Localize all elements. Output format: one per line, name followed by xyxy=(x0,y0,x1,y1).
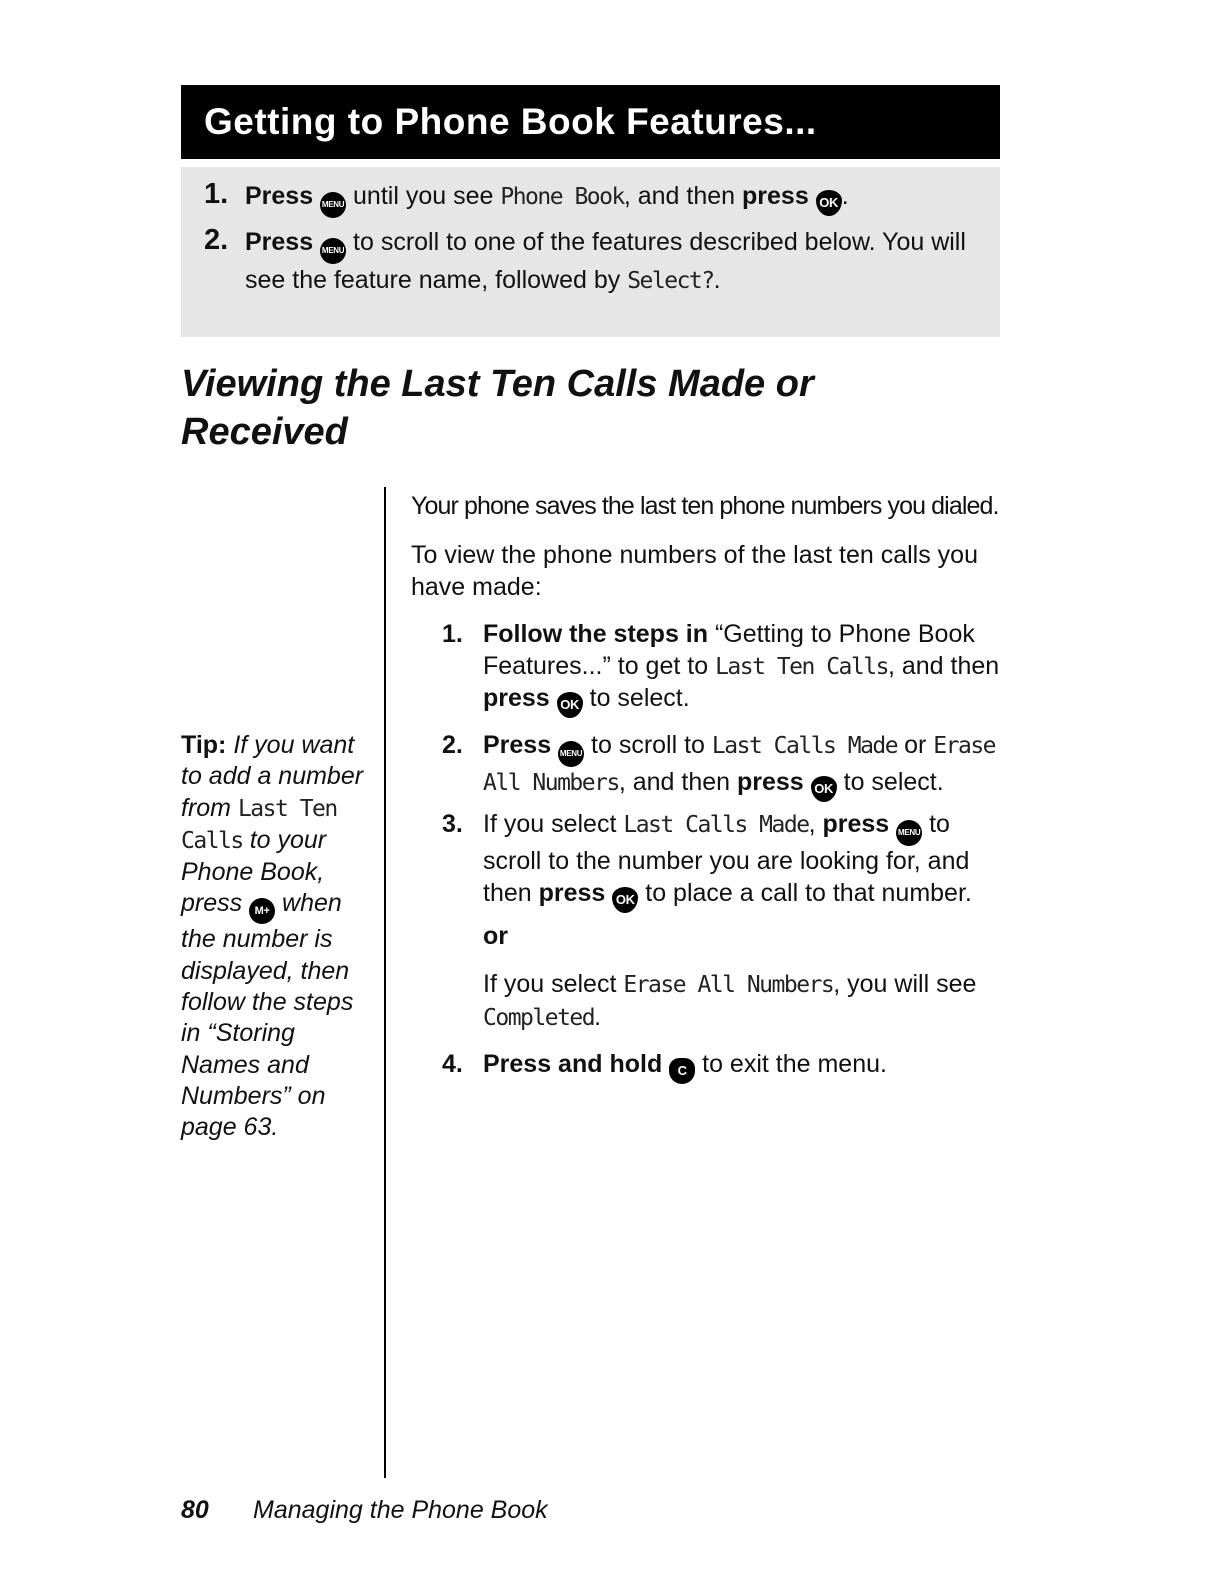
step-text: to scroll to one of the features described below. You will see the feature name, followed by xyxy=(245,228,966,294)
step-text: , and then xyxy=(887,651,1000,680)
section-title: Viewing the Last Ten Calls Made or Received xyxy=(181,363,814,453)
clear-key-icon: C xyxy=(669,1058,695,1084)
tip-text: If you want to add a number from xyxy=(181,731,364,822)
step-text: “Getting to Phone Book Features...” to get to xyxy=(483,620,975,680)
tip-label: Tip: xyxy=(181,731,227,759)
step-text: to scroll to xyxy=(591,731,705,759)
press-label: Press xyxy=(245,228,314,256)
tip-text: to your Phone Book, press xyxy=(181,825,327,918)
step-number: 1. xyxy=(442,620,463,648)
menu-key-icon: MENU xyxy=(558,741,584,767)
page-number: 80 xyxy=(181,1496,209,1524)
step-text: to scroll to the number you are looking for, and then xyxy=(483,810,970,907)
ok-key-icon: OK xyxy=(811,776,837,802)
step-1 xyxy=(442,619,1002,718)
press-label: Press xyxy=(245,182,314,210)
step-3 xyxy=(442,809,1002,913)
step-number: 2. xyxy=(204,224,229,256)
lcd-text: Last Calls Made xyxy=(711,733,898,759)
step-3-alternative xyxy=(483,969,1003,1034)
step-text: or xyxy=(904,731,927,759)
step-text: to select. xyxy=(589,684,690,712)
step-2 xyxy=(442,730,1002,802)
press-label: press xyxy=(483,684,550,712)
lcd-text: Last Ten Calls xyxy=(715,653,888,680)
footer-section-title: Managing the Phone Book xyxy=(253,1496,548,1524)
column-divider xyxy=(384,487,386,1478)
section-banner xyxy=(181,85,1000,159)
press-label: press xyxy=(737,768,804,796)
ok-key-icon: OK xyxy=(612,887,638,913)
press-label: Press xyxy=(483,731,552,759)
step-text: , xyxy=(808,810,816,838)
step-text: . xyxy=(713,266,721,294)
lcd-text: Erase All Numbers xyxy=(483,733,996,796)
or-divider: or xyxy=(483,922,508,950)
menu-key-icon: MENU xyxy=(896,820,922,846)
press-label: press xyxy=(538,878,606,907)
step-bold-text: Follow the steps in xyxy=(483,620,709,648)
intro-paragraph-1: Your phone saves the last ten phone numbers you dialed. xyxy=(411,492,999,520)
step-text: , and then xyxy=(618,768,731,796)
step-text: until you see xyxy=(353,182,494,210)
lcd-text: Completed xyxy=(483,1004,595,1031)
lcd-text: Erase All Numbers xyxy=(623,972,834,998)
step-text: If you select xyxy=(483,810,617,838)
step-text: , you will see xyxy=(833,970,977,998)
ok-key-icon: OK xyxy=(557,692,583,718)
tip-sidebar xyxy=(181,730,366,1144)
press-label: press xyxy=(822,810,890,838)
menu-key-icon: MENU xyxy=(320,192,346,218)
step-text: to exit the menu. xyxy=(702,1050,887,1078)
tip-text: when the number is displayed, then follow the steps in “Storing Names and Numbers” on page 63. xyxy=(181,889,354,1142)
intro-paragraph-2: To view the phone numbers of the last ten calls you have made: xyxy=(411,541,978,601)
lcd-text: Select? xyxy=(627,268,714,294)
step-text: If you select xyxy=(483,970,617,998)
ok-key-icon: OK xyxy=(816,190,842,216)
top-step-1 xyxy=(204,180,984,218)
step-text: . xyxy=(841,182,849,210)
lcd-text: Last Calls Made xyxy=(623,812,809,838)
step-number: 4. xyxy=(442,1050,463,1078)
menu-key-icon: MENU xyxy=(320,238,346,264)
press-label: press xyxy=(742,182,809,210)
step-text: , and then xyxy=(623,182,736,210)
step-text: to select. xyxy=(843,768,944,796)
step-text: to place a call to that number. xyxy=(645,878,972,907)
step-number: 2. xyxy=(442,731,463,759)
step-number: 1. xyxy=(204,178,229,210)
step-text: . xyxy=(594,1002,602,1031)
m-plus-key-icon: M+ xyxy=(249,898,275,924)
lcd-text: Last Ten Calls xyxy=(181,795,337,854)
step-number: 3. xyxy=(442,810,463,838)
press-label: Press and hold xyxy=(483,1050,663,1078)
lcd-text: Phone Book xyxy=(500,184,624,210)
banner-title: Getting to Phone Book Features... xyxy=(204,101,817,142)
step-4 xyxy=(442,1049,1002,1084)
top-step-2 xyxy=(204,226,984,297)
